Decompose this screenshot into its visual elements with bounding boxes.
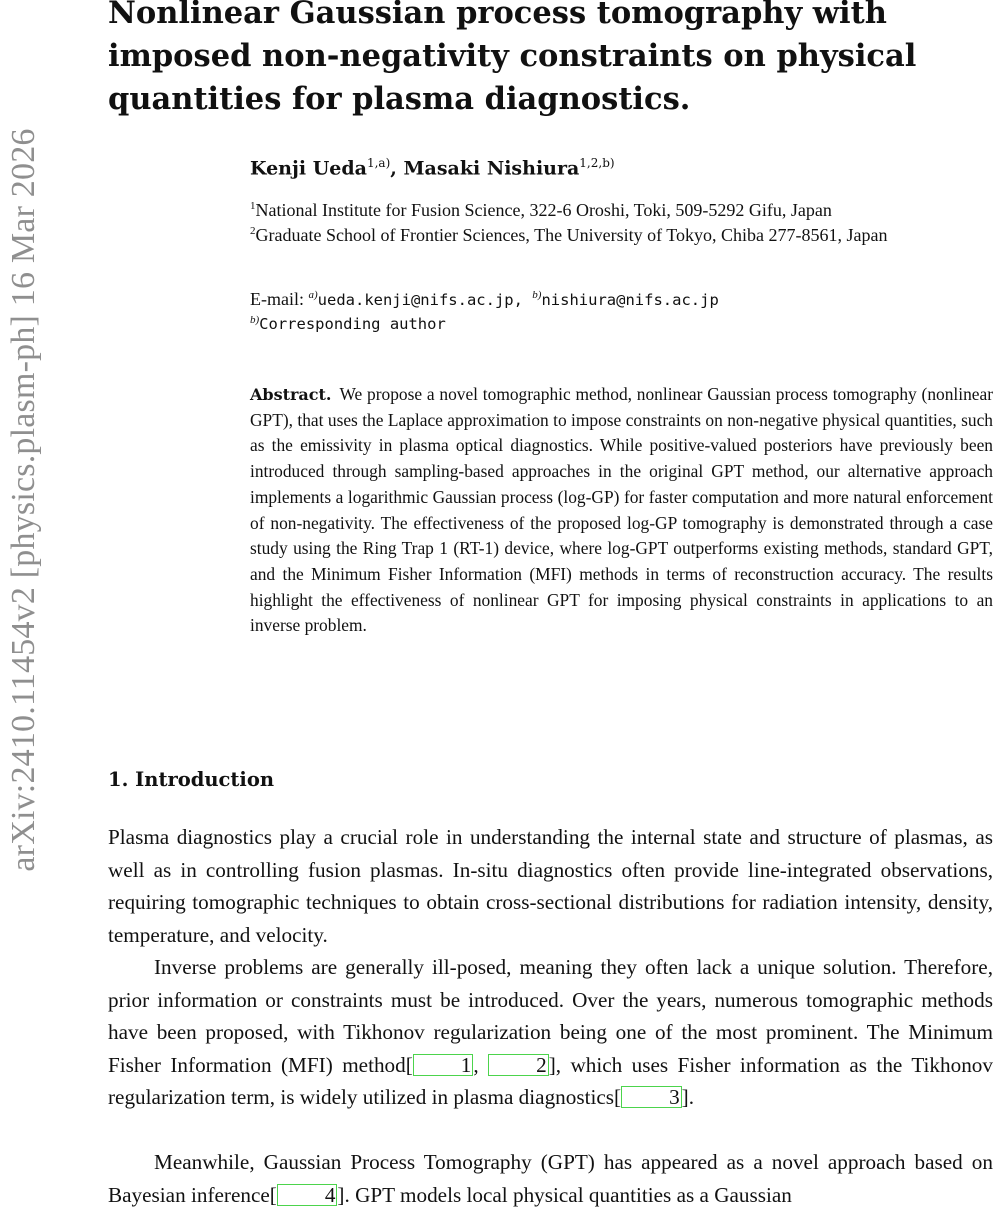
abstract-text: We propose a novel tomographic method, nonlinear Gaussian process tomography (nonlinear GPT), that uses the Laplace approximation to impose constraints on non-negative physical quantities, such as the emissivity in plasma optical diagnostics. While positive-valued posteriors have previously been introduced through sampling-based approaches in the original GPT method, our alternative approach implements a logarithmic Gaussian process (log-GP) for faster computation and more natural enforcement of non-negativity. The effectiveness of the proposed log-GP tomography is demonstrated through a case study using the Ring Trap 1 (RT-1) device, where log-GPT outperforms existing methods, standard GPT, and the Minimum Fisher Information (MFI) methods in terms of reconstruction accuracy. The results highlight the effectiveness of nonlinear GPT for imposing physical constraints in applications to an inverse problem. — [250, 384, 993, 636]
author-name: Kenji Ueda — [250, 157, 367, 180]
citation-link[interactable]: 3 — [621, 1086, 682, 1108]
intro-paragraph-3 — [108, 1146, 993, 1211]
email-label: E-mail: — [250, 289, 309, 309]
affiliation-number: 1 — [250, 200, 256, 212]
citation-separator: , — [473, 1052, 489, 1077]
email-address-a[interactable]: ueda.kenji@nifs.ac.jp, — [317, 291, 533, 309]
citation-link[interactable]: 2 — [488, 1054, 549, 1076]
affiliation-2 — [250, 218, 960, 248]
paragraph-text: Inverse problems are generally ill-posed, meaning they often lack a unique solution. Therefore, prior information or constraints must be introduced. Over the years, numerous tomographic methods have been proposed, with Tikhonov regularization being one of the most prominent. The Minimum Fisher Information (MFI) method[ — [108, 955, 993, 1077]
paragraph-text: Meanwhile, Gaussian Process Tomography (GPT) has appeared as a novel approach based on Bayesian inference[ — [108, 1150, 993, 1207]
intro-paragraph-1: Plasma diagnostics play a crucial role in understanding the internal state and structure of plasmas, as well as in controlling fusion plasmas. In-situ diagnostics often provide line-integrated observations, requiring tomographic techniques to obtain cross-sectional distributions for radiation intensity, density, temperature, and velocity. — [108, 825, 993, 947]
arxiv-identifier: arXiv:2410.11454v2 [physics.plasm-ph] 16 Mar 2026 — [5, 128, 42, 872]
paragraph-text: ]. GPT models local physical quantities as a Gaussian — [337, 1182, 792, 1207]
email-address-b[interactable]: nishiura@nifs.ac.jp — [541, 291, 719, 309]
affiliation-number: 2 — [250, 225, 256, 237]
paper-title: Nonlinear Gaussian process tomography with imposed non-negativity constraints on physical quantities for plasma diagnostics. — [108, 0, 917, 117]
arxiv-sidebar — [0, 55, 48, 945]
corresponding-author-note — [250, 307, 446, 337]
intro-paragraph-2 — [108, 951, 993, 1114]
section-heading-introduction: 1. Introduction — [108, 768, 275, 791]
paragraph-text: ], which uses Fisher information as the Tikhonov regularization term, is widely utilized in plasma diagnostics[ — [108, 1052, 993, 1109]
affiliation-text: Graduate School of Frontier Sciences, The University of Tokyo, Chiba 277-8561, Japan — [255, 225, 888, 245]
author-affiliation-mark: 1,2,b) — [579, 156, 615, 170]
author-separator: , — [390, 157, 404, 180]
email-mark-b: b) — [532, 289, 542, 301]
citation-link[interactable]: 1 — [413, 1054, 474, 1076]
author-affiliation-mark: 1,a) — [366, 156, 391, 170]
abstract-label: Abstract. — [250, 385, 332, 404]
corresponding-mark: b) — [250, 314, 260, 326]
abstract — [250, 382, 993, 639]
author-name: Masaki Nishiura — [403, 157, 580, 180]
corresponding-text: Corresponding author — [259, 315, 446, 334]
paragraph-text: ]. — [681, 1085, 695, 1109]
citation-link[interactable]: 4 — [277, 1184, 338, 1206]
author-list — [250, 156, 615, 179]
email-mark-a: a) — [308, 289, 318, 301]
affiliation-text: National Institute for Fusion Science, 322-6 Oroshi, Toki, 509-5292 Gifu, Japan — [255, 200, 832, 220]
